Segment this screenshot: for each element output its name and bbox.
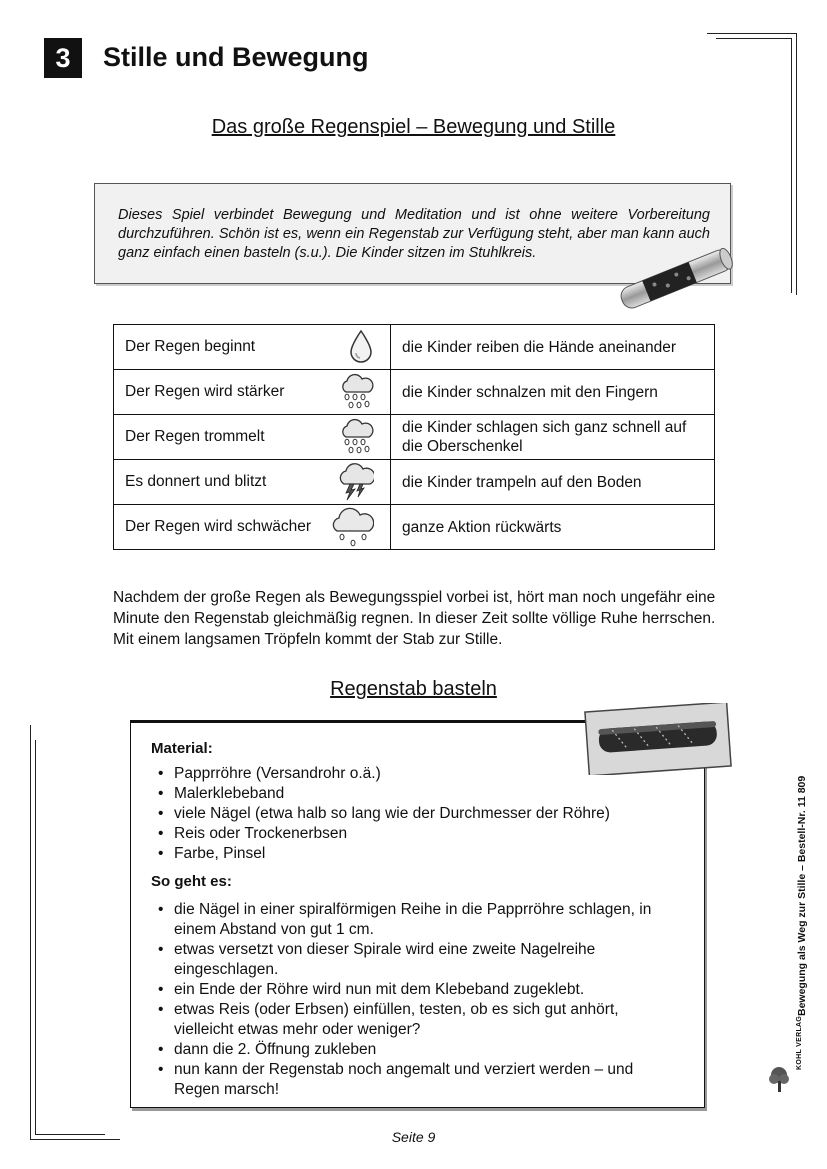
section-title: Regenstab basteln [330, 678, 497, 700]
list-item: • Farbe, Pinsel [155, 844, 610, 864]
frame-line [791, 38, 792, 293]
stage-text: Es donnert und blitzt [125, 473, 267, 490]
frame-line [30, 725, 31, 1140]
table-cell [114, 415, 391, 460]
table-row [114, 325, 715, 370]
light-rain-cloud-icon [330, 506, 374, 548]
table-row [114, 505, 715, 550]
intro-text: Dieses Spiel verbindet Bewegung und Meditation und ist ohne weitere Vorbereitung durchzuführen. Schön ist es, wenn ein Regenstab zur Verfügung steht, aber man kann auch ganz einfach einen basteln (s.u.). Die Kinder sitzen im Stuhlkreis. [118, 207, 710, 261]
page-number: Seite 9 [391, 1129, 436, 1145]
rainstick-photo [583, 703, 733, 775]
table-cell: die Kinder trampeln auf den Boden [391, 460, 715, 505]
list-item: • etwas versetzt von dieser Spirale wird eine zweite Nagelreihe eingeschlagen. [155, 940, 675, 980]
chapter-title: Stille und Bewegung [103, 42, 369, 72]
table-row [114, 460, 715, 505]
stage-text: Der Regen beginnt [125, 338, 256, 355]
stage-text: Der Regen wird schwächer [125, 518, 312, 535]
rain-cloud-icon [338, 417, 374, 457]
list-item: • Papprröhre (Versandrohr o.ä.) [155, 764, 610, 784]
section-title: Das große Regenspiel – Bewegung und Stille [211, 116, 616, 138]
frame-line [35, 740, 36, 1135]
table-cell [114, 505, 391, 550]
material-heading: Material: [151, 740, 213, 757]
frame-line [796, 33, 797, 295]
table-cell [114, 370, 391, 415]
table-cell: ganze Aktion rückwärts [391, 505, 715, 550]
steps-heading: So geht es: [151, 873, 232, 890]
stage-text: Der Regen wird stärker [125, 383, 285, 400]
sidebar-text: Bewegung als Weg zur Stille – Bestell-Nr. 11 809 [796, 775, 808, 1016]
raindrop-icon [348, 329, 374, 365]
list-item: • nun kann der Regenstab noch angemalt und verziert werden – und Regen marsch! [155, 1060, 675, 1100]
list-item: • Malerklebeband [155, 784, 610, 804]
stage-text: Der Regen trommelt [125, 428, 265, 445]
list-item: • viele Nägel (etwa halb so lang wie der Durchmesser der Röhre) [155, 804, 610, 824]
list-item: • etwas Reis (oder Erbsen) einfüllen, testen, ob es sich gut anhört, vielleicht etwas mehr oder weniger? [155, 1000, 675, 1040]
list-item: • ein Ende der Röhre wird nun mit dem Klebeband zugeklebt. [155, 980, 675, 1000]
table-row [114, 415, 715, 460]
chapter-number: 3 [44, 38, 82, 78]
steps-list [155, 900, 675, 1100]
table-cell: die Kinder schlagen sich ganz schnell auf die Oberschenkel [391, 415, 715, 460]
table-cell [114, 325, 391, 370]
body-paragraph: Nachdem der große Regen als Bewegungsspiel vorbei ist, hört man noch ungefähr eine Minute den Regenstab gleichmäßig regnen. In dieser Zeit sollte völlige Ruhe herrschen. Mit einem langsamen Tröpfeln kommt der Stab zur Stille. [113, 589, 716, 648]
frame-line [707, 33, 797, 34]
material-list [155, 764, 610, 864]
list-item: • dann die 2. Öffnung zukleben [155, 1040, 675, 1060]
table-cell [114, 460, 391, 505]
rainstick-image [612, 248, 740, 310]
table-row [114, 370, 715, 415]
table-cell: die Kinder schnalzen mit den Fingern [391, 370, 715, 415]
box-top-bar [130, 720, 590, 723]
material-box [130, 721, 705, 1108]
list-item: • die Nägel in einer spiralförmigen Reihe in die Papprröhre schlagen, in einem Abstand von gut 1 cm. [155, 900, 675, 940]
list-item: • Reis oder Trockenerbsen [155, 824, 610, 844]
frame-line [716, 38, 791, 39]
rain-table [113, 324, 715, 550]
publisher-logo-text: KOHL VERLAG [796, 1015, 803, 1070]
thunder-cloud-icon [338, 462, 374, 502]
table-cell: die Kinder reiben die Hände aneinander [391, 325, 715, 370]
tree-logo-icon [768, 1066, 790, 1094]
rain-cloud-icon [338, 372, 374, 412]
